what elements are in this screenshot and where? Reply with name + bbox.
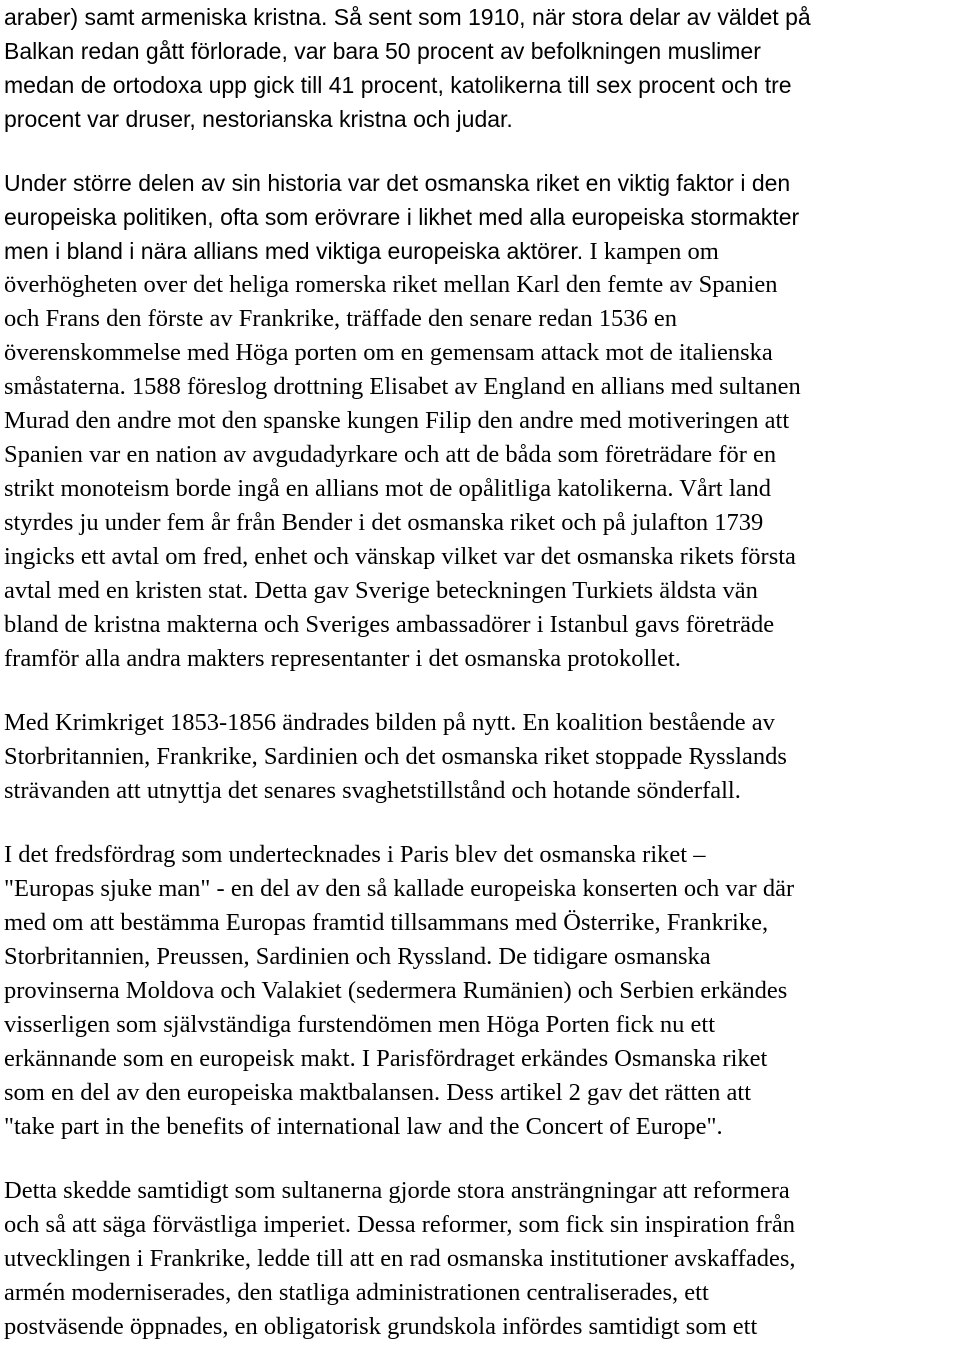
- paragraph-gap: [4, 808, 956, 838]
- document-page: [4, 0, 956, 1344]
- paragraph-3: [4, 706, 956, 808]
- paragraph-gap: [4, 136, 956, 166]
- text-line: [4, 102, 956, 136]
- text-line: som en del av den europeiska maktbalansen. Dess artikel 2 gav det rätten att: [4, 1079, 751, 1106]
- text-line: utvecklingen i Frankrike, ledde till att en rad osmanska institutioner avskaffades,: [4, 1245, 796, 1272]
- text-line: Spanien var en nation av avgudadyrkare och att de båda som företrädare för en: [4, 441, 777, 468]
- paragraph-2: [4, 166, 956, 676]
- text-line: Med Krimkriget 1853-1856 ändrades bilden på nytt. En koalition bestående av: [4, 709, 775, 736]
- text-line: Storbritannien, Preussen, Sardinien och Ryssland. De tidigare osmanska: [4, 943, 711, 970]
- text-line: postväsende öppnades, en obligatorisk grundskola infördes samtidigt som ett: [4, 1313, 758, 1340]
- paragraph-1: [4, 0, 956, 136]
- text-line: "Europas sjuke man" - en del av den så kallade europeiska konserten och var där: [4, 875, 795, 902]
- text-line: [4, 34, 956, 68]
- text-line: styrdes ju under fem år från Bender i det osmanska riket och på julafton 1739: [4, 509, 764, 536]
- text-line: bland de kristna makterna och Sveriges ambassadörer i Istanbul gavs företräde: [4, 611, 775, 638]
- text-run: Under större delen av sin historia var det osmanska riket en viktig faktor i den: [4, 170, 791, 196]
- text-run: Balkan redan gått förlorade, var bara 50 procent av befolkningen muslimer: [4, 38, 761, 64]
- text-run: men i bland i nära allians med viktiga europeiska aktörer.: [4, 238, 590, 264]
- text-line: ingicks ett avtal om fred, enhet och vänskap vilket var det osmanska rikets första: [4, 543, 796, 570]
- text-line: visserligen som självständiga furstendömen men Höga Porten fick nu ett: [4, 1011, 716, 1038]
- text-line: överhögheten over det heliga romerska riket mellan Karl den femte av Spanien: [4, 271, 778, 298]
- text-line: och Frans den förste av Frankrike, träffade den senare redan 1536 en: [4, 305, 678, 332]
- text-run: europeiska politiken, ofta som erövrare i likhet med alla europeiska stormakter: [4, 204, 800, 230]
- text-line: [4, 68, 956, 102]
- text-line: småstaterna. 1588 föreslog drottning Elisabet av England en allians med sultanen: [4, 373, 801, 400]
- text-line: överenskommelse med Höga porten om en gemensam attack mot de italienska: [4, 339, 773, 366]
- text-line: "take part in the benefits of international law and the Concert of Europe".: [4, 1113, 723, 1140]
- text-line: Storbritannien, Frankrike, Sardinien och det osmanska riket stoppade Rysslands: [4, 743, 787, 770]
- text-line: [4, 200, 956, 234]
- text-line: med om att bestämma Europas framtid tillsammans med Österrike, Frankrike,: [4, 909, 769, 936]
- text-line: strikt monoteism borde ingå en allians mot de opålitliga katolikerna. Vårt land: [4, 475, 772, 502]
- paragraph-5: [4, 1174, 956, 1344]
- text-line: [4, 0, 956, 34]
- text-run: araber) samt armeniska kristna.: [4, 4, 334, 30]
- text-line: och så att säga förvästliga imperiet. Dessa reformer, som fick sin inspiration från: [4, 1211, 795, 1238]
- text-run: I kampen om: [589, 238, 719, 265]
- text-line: provinserna Moldova och Valakiet (sedermera Rumänien) och Serbien erkändes: [4, 977, 788, 1004]
- paragraph-gap: [4, 1144, 956, 1174]
- text-run: Så sent som 1910, när stora delar av väldet på: [333, 4, 811, 30]
- text-line: Murad den andre mot den spanske kungen Filip den andre med motiveringen att: [4, 407, 790, 434]
- text-line: I det fredsfördrag som undertecknades i Paris blev det osmanska riket –: [4, 841, 706, 868]
- text-line: armén moderniserades, den statliga administrationen centraliserades, ett: [4, 1279, 709, 1306]
- text-line: Detta skedde samtidigt som sultanerna gjorde stora ansträngningar att reformera: [4, 1177, 790, 1204]
- text-line: erkännande som en europeisk makt. I Parisfördraget erkändes Osmanska riket: [4, 1045, 768, 1072]
- text-line: avtal med en kristen stat. Detta gav Sverige beteckningen Turkiets äldsta vän: [4, 577, 758, 604]
- text-line: [4, 234, 956, 268]
- text-line: strävanden att utnyttja det senares svaghetstillstånd och hotande sönderfall.: [4, 777, 741, 804]
- text-line: framför alla andra makters representanter i det osmanska protokollet.: [4, 645, 681, 672]
- text-line: [4, 166, 956, 200]
- paragraph-gap: [4, 676, 956, 706]
- paragraph-4: [4, 838, 956, 1144]
- text-run: procent var druser, nestorianska kristna och judar.: [4, 106, 513, 132]
- text-run: medan de ortodoxa upp gick till 41 procent, katolikerna till sex procent och tre: [4, 72, 792, 98]
